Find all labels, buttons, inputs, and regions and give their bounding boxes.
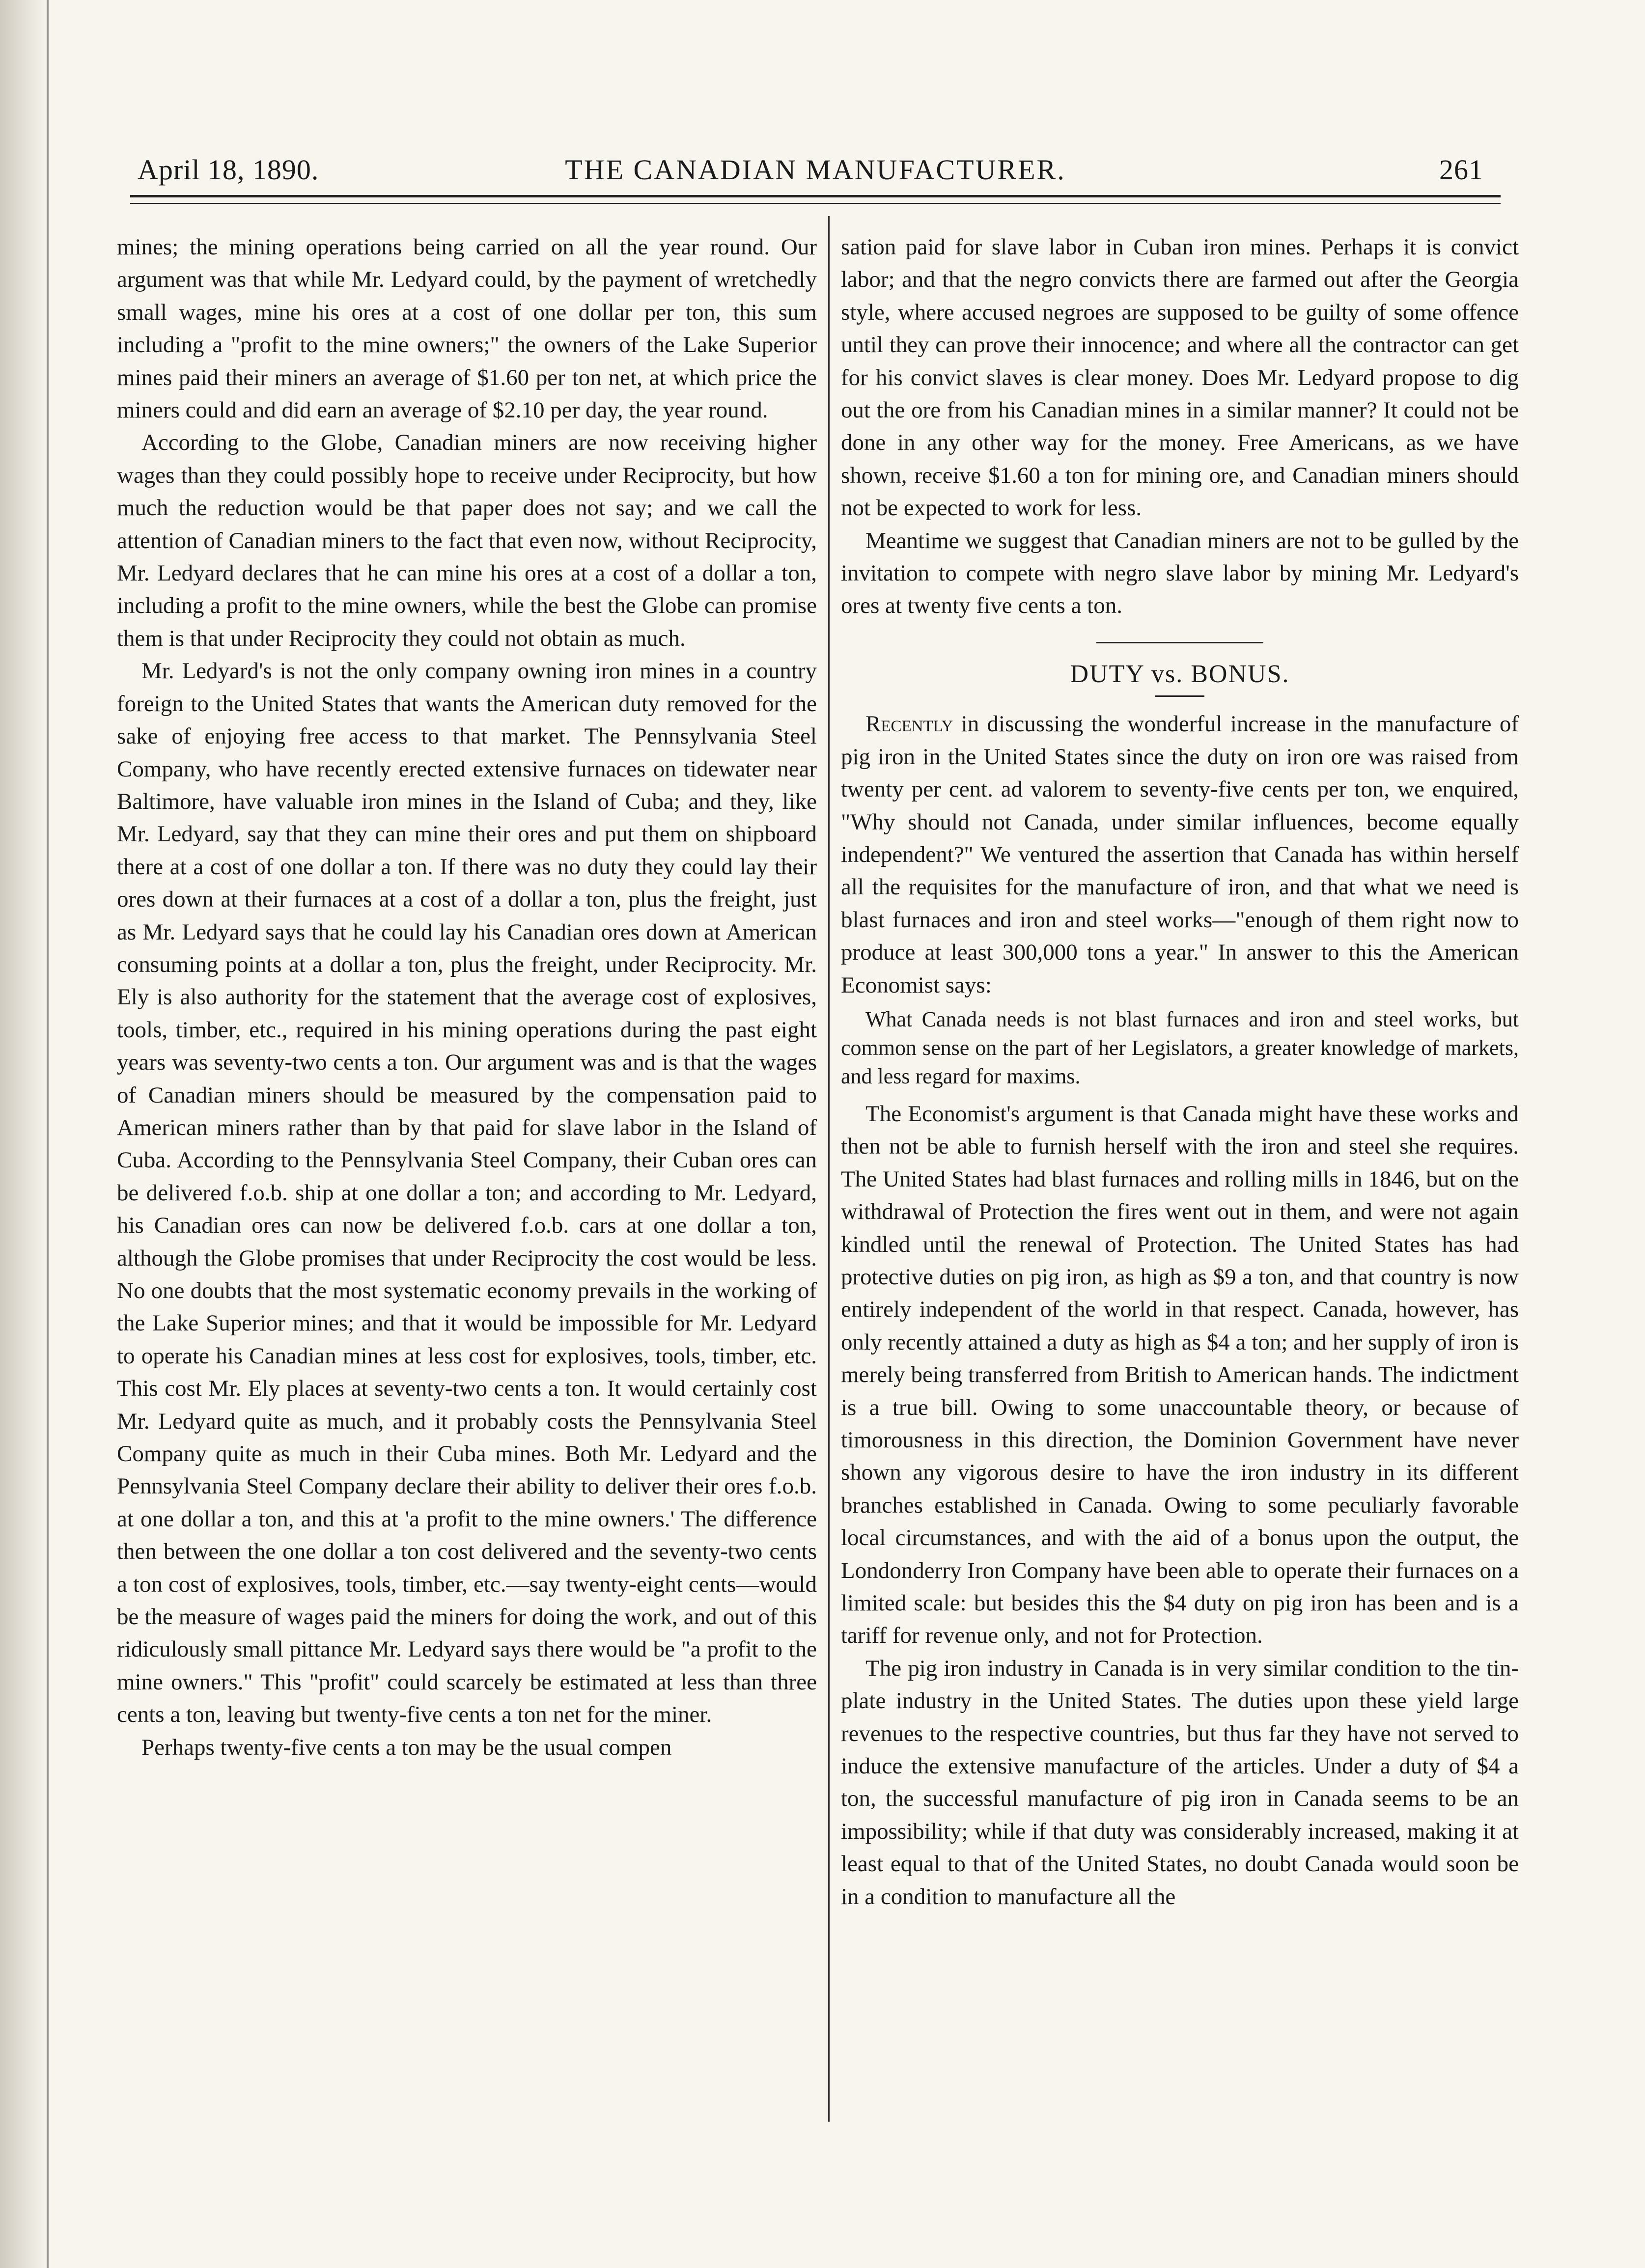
- right-column: [841, 231, 1519, 2127]
- page-binding-edge: [0, 0, 49, 2268]
- heading-underline-rule: [1155, 695, 1204, 697]
- article-lead-smallcaps: Recently: [865, 711, 953, 737]
- page-header: [133, 143, 1498, 193]
- quoted-passage: What Canada needs is not blast furnaces and iron and steel works, but common sense on the part of her Legislators, a greater knowledge of markets, and less regard for maxims.: [841, 1007, 1519, 1088]
- article-lead-paragraph: [841, 708, 1519, 1001]
- section-separator-rule: [1096, 642, 1263, 643]
- left-column: [117, 231, 817, 2127]
- left-paragraph-1: mines; the mining operations being carried on all the year round. Our argument was that while Mr. Ledyard could, by the payment of wretchedly small wages, mine his ores at a cost of one dollar per ton, this sum including a "profit to the mine owners;" the owners of the Lake Superior mines paid their miners an average of $1.60 per ton net, at which price the miners could and did earn an average of $2.10 per day, the year round.: [117, 234, 817, 423]
- header-title: THE CANADIAN MANUFACTURER.: [565, 154, 1066, 186]
- right-paragraph-1: sation paid for slave labor in Cuban iron mines. Perhaps it is convict labor; and that the negro convicts there are farmed out after the Georgia style, where accused negroes are supposed to be guilty of some offence until they can prove their innocence; and where all the contractor can get for his convict slaves is clear money. Does Mr. Ledyard propose to dig out the ore from his Canadian mines in a similar manner? It could not be done in any other way for the money. Free Americans, as we have shown, receive $1.60 a ton for mining ore, and Canadian miners should not be expected to work for less.: [841, 234, 1519, 521]
- right-paragraph-2: Meantime we suggest that Canadian miners are not to be gulled by the invitation to compete with negro slave labor by mining Mr. Ledyard's ores at twenty five cents a ton.: [841, 527, 1519, 619]
- left-paragraph-3: Mr. Ledyard's is not the only company owning iron mines in a country foreign to the United States that wants the American duty removed for the sake of enjoying free access to that market. The Pennsylvania Steel Company, who have recently erected extensive furnaces on tidewater near Baltimore, have valuable iron mines in the Island of Cuba; and they, like Mr. Ledyard, say that they can mine their ores and put them on shipboard there at a cost of one dollar a ton. If there was no duty they could lay their ores down at their furnaces at a cost of a dollar a ton, plus the freight, just as Mr. Ledyard says that he could lay his Canadian ores down at American consuming points at a dollar a ton, plus the freight, under Reciprocity. Mr. Ely is also authority for the statement that the average cost of explosives, tools, timber, etc., required in his mining operations during the past eight years was seventy-two cents a ton. Our argument was and is that the wages of Canadian miners should be measured by the compensation paid to American miners rather than by that paid for slave labor in the Island of Cuba. According to the Pennsylvania Steel Company, their Cuban ores can be delivered f.o.b. ship at one dollar a ton; and according to Mr. Ledyard, his Canadian ores can now be delivered f.o.b. cars at one dollar a ton, although the Globe promises that under Reciprocity the cost would be less. No one doubts that the most systematic economy prevails in the working of the Lake Superior mines; and that it would be impossible for Mr. Ledyard to operate his Canadian mines at less cost for explosives, tools, timber, etc. This cost Mr. Ely places at seventy-two cents a ton. It would certainly cost Mr. Ledyard quite as much, and it probably costs the Pennsylvania Steel Company quite as much in their Cuba mines. Both Mr. Ledyard and the Pennsylvania Steel Company declare their ability to deliver their ores f.o.b. at one dollar a ton, and this at 'a profit to the mine owners.' The difference then between the one dollar a ton cost delivered and the seventy-two cents a ton cost of explosives, tools, timber, etc.—say twenty-eight cents—would be the measure of wages paid the miners for doing the work, and out of this ridiculously small pittance Mr. Ledyard says there would be "a profit to the mine owners." This "profit" could scarcely be estimated at less than three cents a ton, leaving but twenty-five cents a ton net for the miner.: [117, 658, 817, 1728]
- left-paragraph-2: According to the Globe, Canadian miners are now receiving higher wages than they could possibly hope to receive under Reciprocity, but how much the reduction would be that paper does not say; and we call the attention of Canadian miners to the fact that even now, without Reciprocity, Mr. Ledyard declares that he can mine his ores at a cost of a dollar a ton, including a profit to the mine owners, while the best the Globe can promise them is that under Reciprocity they could not obtain as much.: [117, 430, 817, 651]
- header-page-number: 261: [1439, 154, 1483, 186]
- header-rule-thin: [130, 203, 1501, 204]
- binding-line: [47, 0, 49, 2268]
- right-paragraph-after-quote-1: The Economist's argument is that Canada might have these works and then not be able to furnish herself with the iron and steel she requires. The United States had blast furnaces and rolling mills in 1846, but on the withdrawal of Protection the fires went out in them, and were not again kindled until the renewal of Protection. The United States has had protective duties on pig iron, as high as $9 a ton, and that country is now entirely independent of the world in that respect. Canada, however, has only recently attained a duty as high as $4 a ton; and her supply of iron is merely being transferred from British to American hands. The indictment is a true bill. Owing to some unaccountable theory, or because of timorousness in this direction, the Dominion Government have never shown any vigorous desire to have the iron industry in its different branches established in Canada. Owing to some peculiarly favorable local circumstances, and with the aid of a bonus upon the output, the Londonderry Iron Company have been able to operate their furnaces on a limited scale: but besides this the $4 duty on pig iron has been and is a tariff for revenue only, and not for Protection.: [841, 1101, 1519, 1649]
- header-date: April 18, 1890.: [138, 154, 319, 186]
- left-paragraph-4: Perhaps twenty-five cents a ton may be the usual compen: [141, 1734, 672, 1760]
- section-heading: DUTY vs. BONUS.: [1070, 660, 1290, 688]
- header-rule-thick: [130, 195, 1501, 197]
- column-divider: [828, 216, 830, 2122]
- right-paragraph-after-quote-2: The pig iron industry in Canada is in very similar condition to the tin-plate industry in the United States. The duties upon these yield large revenues to the respective countries, but thus far they have not served to induce the extensive manufacture of the articles. Under a duty of $4 a ton, the successful manufacture of pig iron in Canada seems to be an impossibility; while if that duty was considerably increased, making it at least equal to that of the United States, no doubt Canada would soon be in a condition to manufacture all the: [841, 1655, 1519, 1909]
- article-lead-text: in discussing the wonderful increase in the manufacture of pig iron in the United States since the duty on iron ore was raised from twenty per cent. ad valorem to seventy-five cents per ton, we enquired, "Why should not Canada, under similar influences, become equally independent?" We ventured the assertion that Canada has within herself all the requisites for the manufacture of iron, and that what we need is blast furnaces and iron and steel works—"enough of them right now to produce at least 300,000 tons a year." In answer to this the American Economist says:: [841, 711, 1519, 998]
